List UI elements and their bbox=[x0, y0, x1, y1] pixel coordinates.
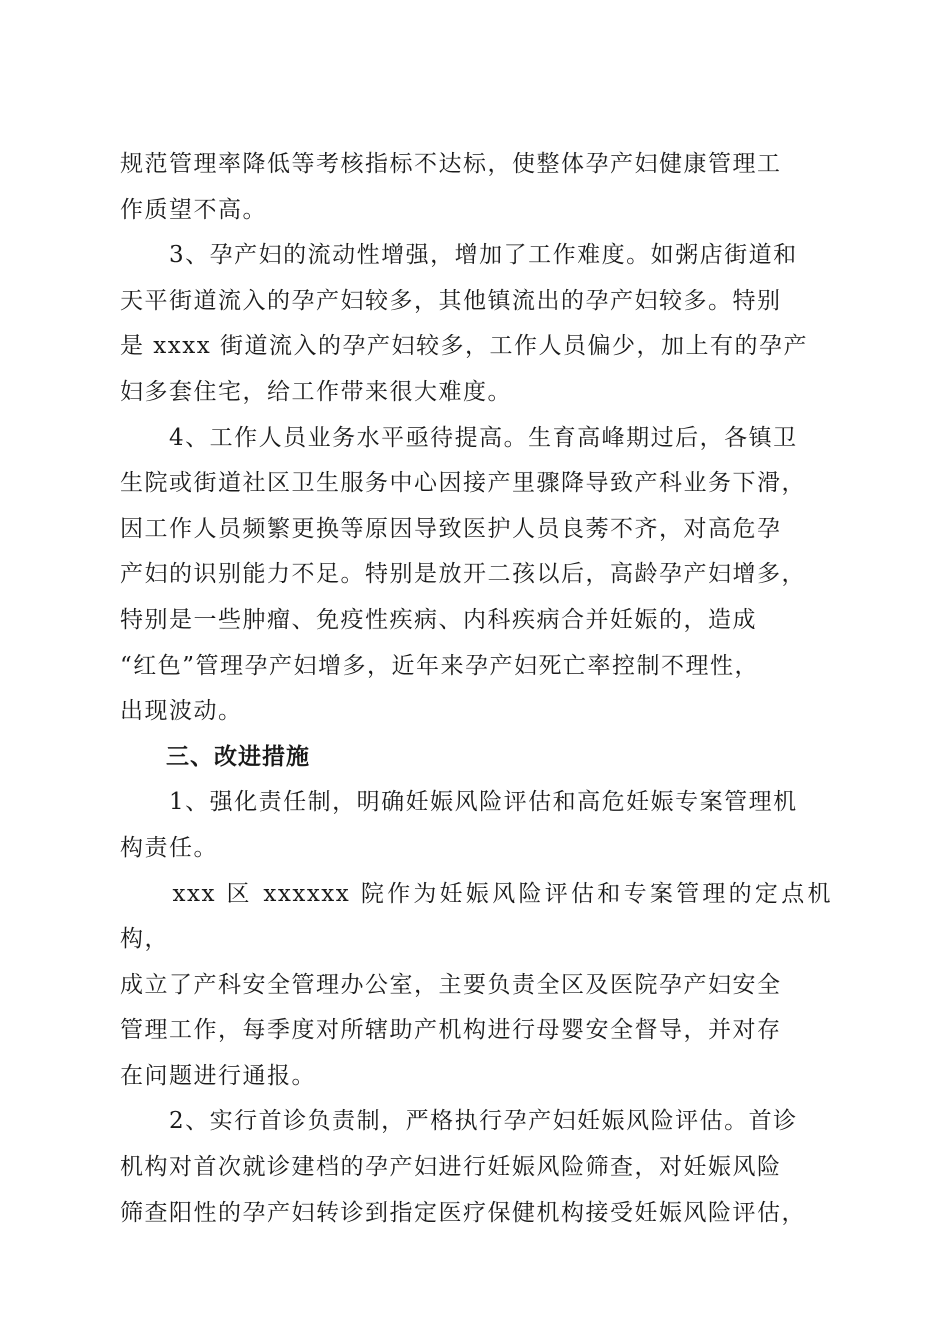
paragraph-measure-2: 2、实行首诊负责制，严格执行孕产妇妊娠风险评估。首诊 机构对首次就诊建档的孕产妇进行妊娠风险筛查，对妊娠风险 筛查阳性的孕产妇转诊到指定医疗保健机构接受妊娠风险评估， bbox=[120, 1108, 806, 1226]
paragraph-measure-1-detail: xxx 区 xxxxxx 院作为妊娠风险评估和专案管理的定点机构， 成立了产科安全管理办公室，主要负责全区及医院孕产妇安全 管理工作，每季度对所辖助产机构进行母婴安全督导，并对存 在问题进行通报。 bbox=[120, 880, 832, 1089]
paragraph-item-3: 3、孕产妇的流动性增强，增加了工作难度。如粥店街道和 天平街道流入的孕产妇较多，其他镇流出的孕产妇较多。特别 是 xxxx 街道流入的孕产妇较多，工作人员偏少，加上有的孕产 妇多套住宅，给工作带来很大难度。 bbox=[120, 242, 809, 405]
section-heading: 三、改进措施 bbox=[166, 743, 310, 770]
paragraph-measure-1: 1、强化责任制，明确妊娠风险评估和高危妊娠专案管理机 构责任。 bbox=[120, 789, 798, 861]
paragraph-item-4: 4、工作人员业务水平亟待提高。生育高峰期过后，各镇卫 生院或街道社区卫生服务中心因接产里骤降导致产科业务下滑， 因工作人员频繁更换等原因导致医护人员良莠不齐，对高危孕 产妇的识别能力不足。特别是放开二孩以后，高龄孕产妇增多， 特别是一些肿瘤、免疫性疾病、内科疾病合并妊娠的，造成 “红色”管理孕产妇增多，近年来孕产妇死亡率控制不理性， 出现波动。 bbox=[120, 424, 806, 725]
document-body bbox=[120, 142, 832, 1236]
paragraph-continuation: 规范管理率降低等考核指标不达标，使整体孕产妇健康管理工 作质望不高。 bbox=[120, 151, 782, 223]
